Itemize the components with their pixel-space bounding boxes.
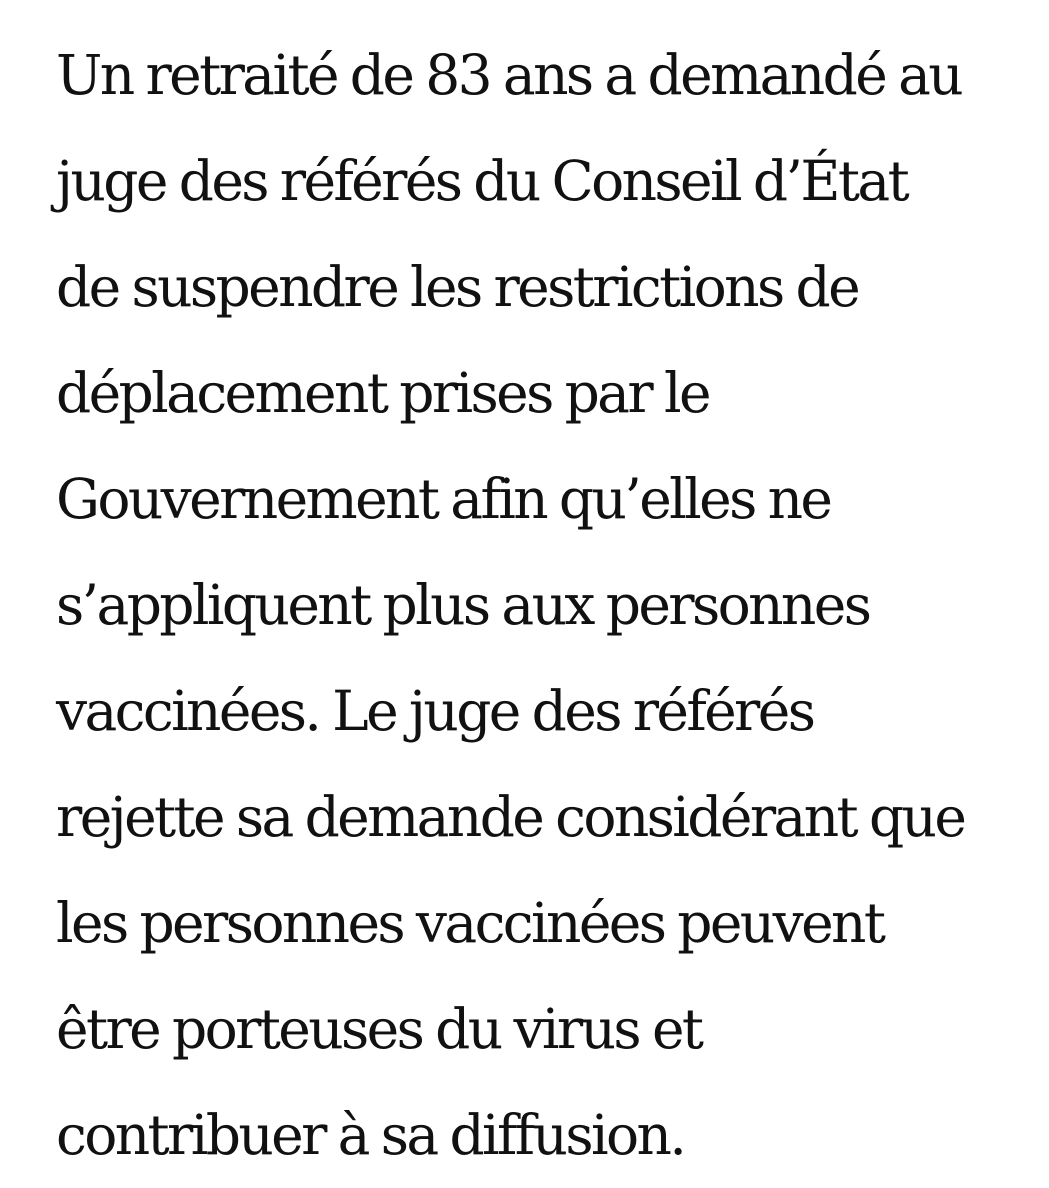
paragraph-line-1: Un retraité de 83 ans a demandé au (56, 43, 962, 107)
paragraph-line-2: juge des référés du Conseil d’État (56, 149, 908, 213)
paragraph-line-3: de suspendre les restrictions de (56, 255, 859, 319)
paragraph-line-4: déplacement prises par le (56, 361, 709, 425)
paragraph-line-7: vaccinées. Le juge des référés (56, 679, 814, 743)
paragraph-line-8: rejette sa demande considérant que (56, 785, 965, 849)
paragraph-line-10: être porteuses du virus et (56, 997, 702, 1061)
article-paragraph (56, 22, 1041, 1188)
paragraph-line-11: contribuer à sa diffusion. (56, 1103, 685, 1167)
paragraph-line-6: s’appliquent plus aux personnes (56, 573, 870, 637)
paragraph-line-5: Gouvernement afin qu’elles ne (56, 467, 831, 531)
paragraph-line-9: les personnes vaccinées peuvent (56, 891, 884, 955)
